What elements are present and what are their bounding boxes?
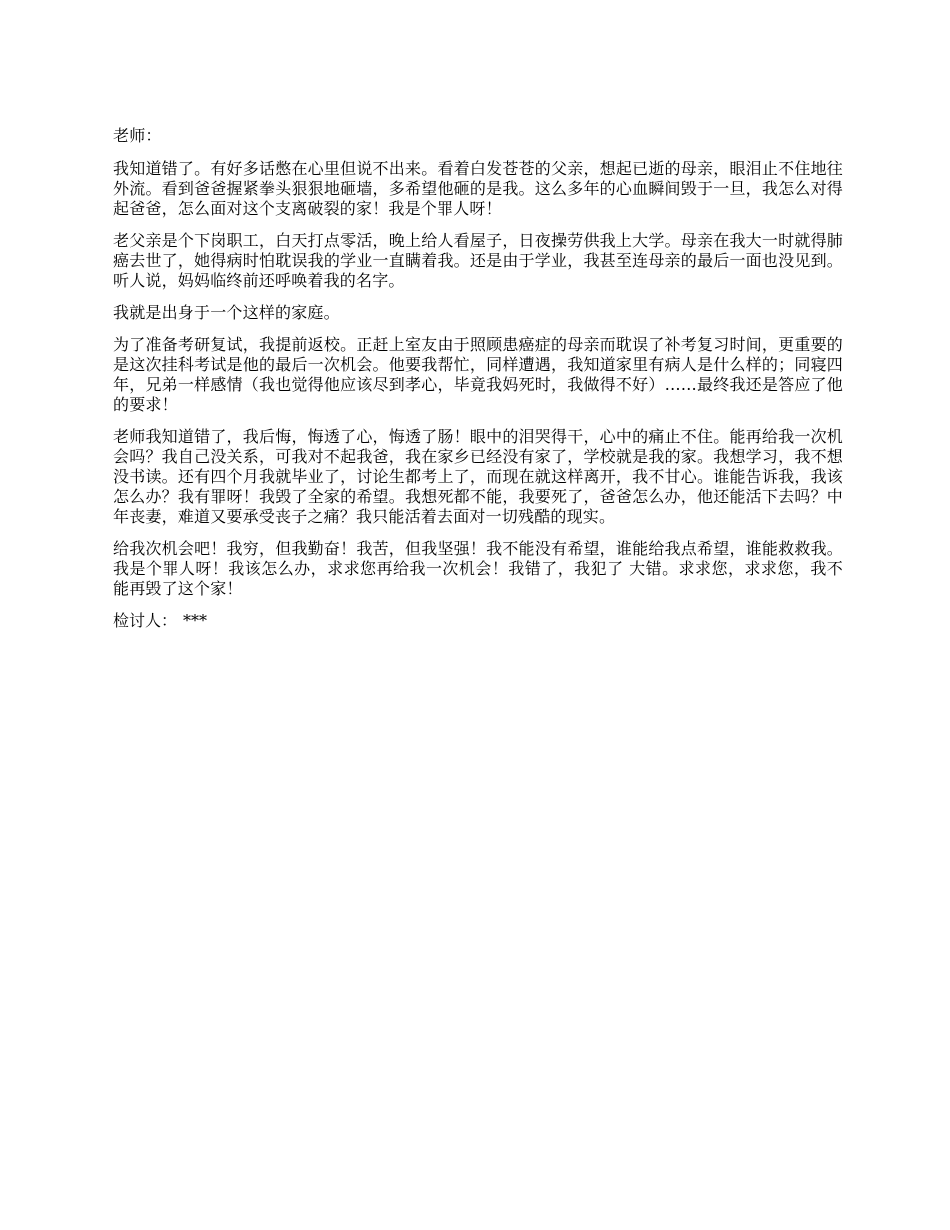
signature-name: *** <box>183 611 208 630</box>
letter-paragraph-6: 给我次机会吧！我穷，但我勤奋！我苦，但我坚强！我不能没有希望，谁能给我点希望，谁能救救我。我是个罪人呀！我该怎么办，求求您再给我一次机会！我错了，我犯了 大错。求求您，求求您，我不能再毁了这个家！ <box>113 539 843 598</box>
letter-paragraph-3: 我就是出身于一个这样的家庭。 <box>113 303 340 322</box>
signature-line <box>113 611 843 631</box>
letter-salutation: 老师： <box>113 126 162 145</box>
letter-paragraph-1: 我知道错了。有好多话憋在心里但说不出来。看着白发苍苍的父亲，想起已逝的母亲，眼泪止不住地往外流。看到爸爸握紧拳头狠狠地砸墙，多希望他砸的是我。这么多年的心血瞬间毁于一旦，我怎么对得起爸爸，怎么面对这个支离破裂的家！我是个罪人呀！ <box>113 159 843 218</box>
letter-paragraph-4: 为了准备考研复试，我提前返校。正赶上室友由于照顾患癌症的母亲而耽误了补考复习时间，更重要的是这次挂科考试是他的最后一次机会。他要我帮忙，同样遭遇，我知道家里有病人是什么样的；同寝四年，兄弟一样感情（我也觉得他应该尽到孝心，毕竟我妈死时，我做得不好）……最终我还是答应了他的要求！ <box>113 335 843 414</box>
letter-paragraph-5: 老师我知道错了，我后悔，悔透了心，悔透了肠！眼中的泪哭得干，心中的痛止不住。能再给我一次机会吗？我自己没关系，可我对不起我爸，我在家乡已经没有家了，学校就是我的家。我想学习，我不想没书读。还有四个月我就毕业了，讨论生都考上了，而现在就这样离开，我不甘心。谁能告诉我，我该怎么办？我有罪呀！我毁了全家的希望。我想死都不能，我要死了，爸爸怎么办，他还能活下去吗？中年丧妻，难道又要承受丧子之痛？我只能活着去面对一切残酷的现实。 <box>113 427 843 526</box>
letter-paragraph-2: 老父亲是个下岗职工，白天打点零活，晚上给人看屋子，日夜操劳供我上大学。母亲在我大一时就得肺癌去世了，她得病时怕耽误我的学业一直瞒着我。还是由于学业，我甚至连母亲的最后一面也没见到。听人说，妈妈临终前还呼唤着我的名字。 <box>113 231 843 290</box>
signature-label: 检讨人： <box>113 611 178 630</box>
letter-document <box>113 126 843 631</box>
